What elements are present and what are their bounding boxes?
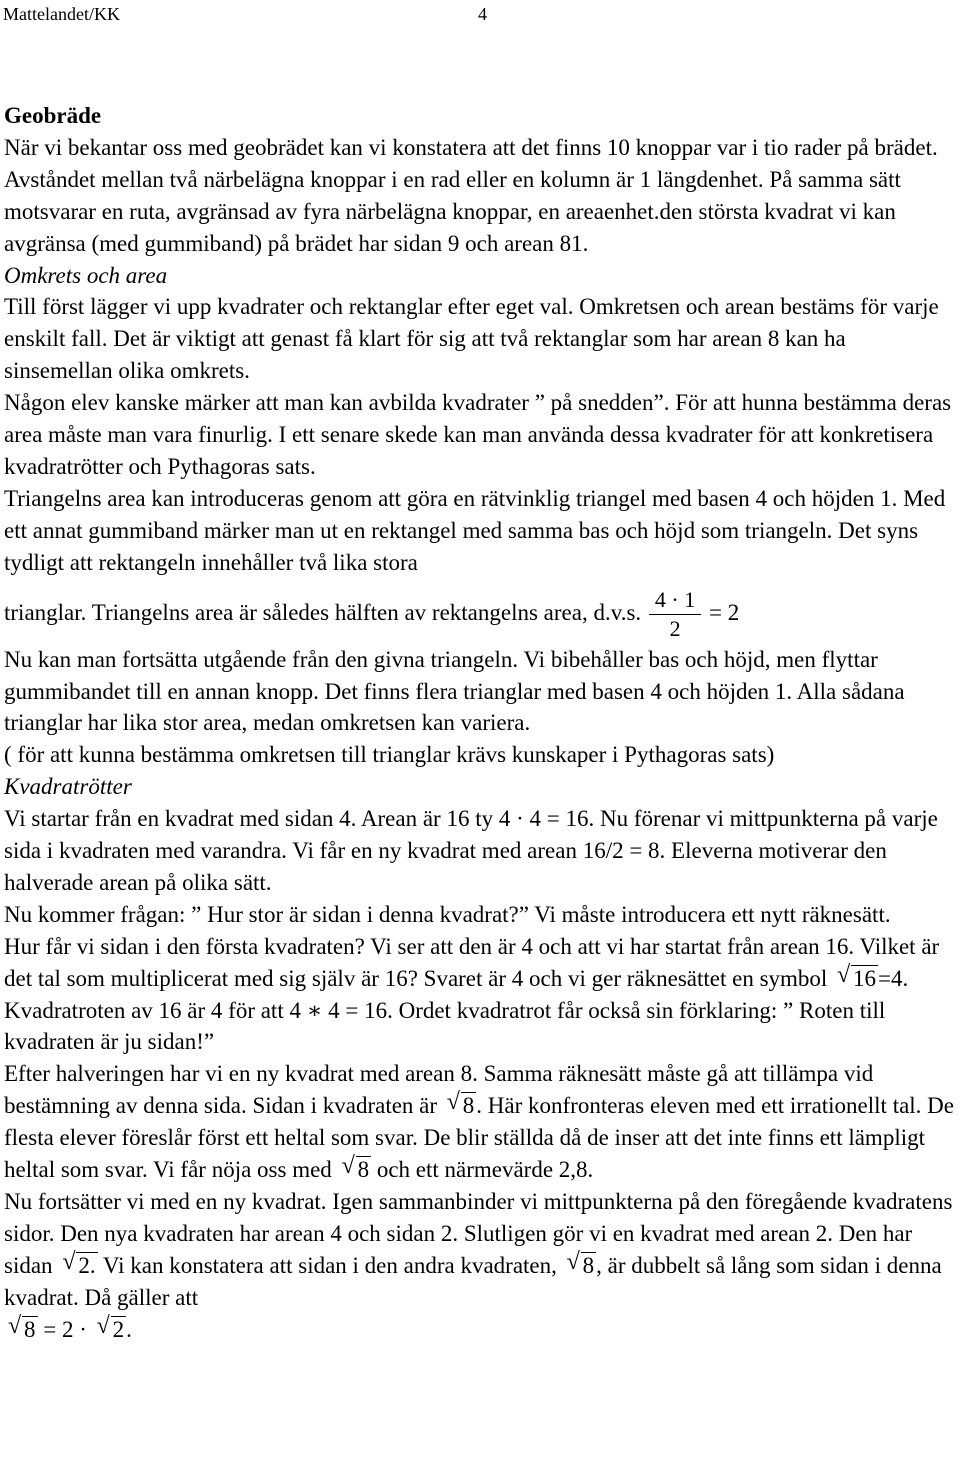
sqrt-8-c: √ 8 [566, 1248, 595, 1278]
sqrt-8: √ 8 [446, 1089, 475, 1119]
heading-kvadratrotter: Kvadratrötter [4, 774, 132, 800]
fraction-triangle-area: $\frac{4 \cdot 1}{2}$ [649, 589, 701, 640]
paragraph-kvadrat-3: Hur får vi sidan i den första kvadraten? Vi ser att den är 4 och att vi har startat från arean 16. Vilket är det tal som multiplicerat med sig själv är 16? Svaret är 4 och vi ger räknesättet en symbol √ 16=4. Kvadratroten av 16 är 4 för att 4 ∗ 4 = 16. Ordet kvadratrot får också sin förklaring: ” Roten till kvadraten är ju sidan!” [4, 933, 940, 1055]
paragraph-geobrade: När vi bekantar oss med geobrädet kan vi konstatera att det finns 10 knoppar var i tio rader på brädet. Avståndet mellan två närbelägna knoppar i en rad eller en kolumn är 1 längdenhet. På samma sätt motsvarar en ruta, avgränsad av fyra närbelägna knoppar, en areaenhet.den största kvadrat vi kan avgränsa (med gummiband) på brädet har sidan 9 och arean 81. [4, 134, 938, 256]
page-number: 4 [478, 4, 487, 24]
sqrt-16: √ 16 [837, 961, 877, 991]
document-body [4, 100, 954, 1346]
paragraph-omkrets-6: ( för att kunna bestämma omkretsen till trianglar krävs kunskaper i Pythagoras sats) [4, 742, 775, 768]
sqrt-8-b: √ 8 [341, 1153, 370, 1183]
paragraph-omkrets-1: Till först lägger vi upp kvadrater och rektanglar efter eget val. Omkretsen och arean bestäms för varje enskilt fall. Det är viktigt att genast få klart för sig att två rektanglar som har arean 8 kan ha sinsemellan olika omkrets. [4, 294, 939, 384]
paragraph-kvadrat-4: Efter halveringen har vi en ny kvadrat med arean 8. Samma räknesätt måste gå att tillämpa vid bestämning av denna sida. Sidan i kvadraten är √ 8. Här konfronteras eleven med ett irrationellt tal. De flesta elever föreslår först ett heltal som svar. De blir ställda då de inser att det inte finns ett lämpligt heltal som svar. Vi får nöja oss med √ 8 och ett närmevärde 2,8. [4, 1058, 954, 1186]
sqrt-2-final: √ 2 [96, 1312, 125, 1342]
heading-geobrade: Geobräde [4, 103, 102, 128]
header-title: Mattelandet/KK [3, 4, 120, 24]
equation-4star4: 4 ∗ 4 = 16 [289, 997, 388, 1023]
sqrt-2: √ 2. [62, 1248, 96, 1278]
equation-4x4: 4 · 4 = 16 [498, 806, 589, 832]
sqrt-8-final: √ 8 [8, 1312, 36, 1342]
paragraph-kvadrat-1: Vi startar från en kvadrat med sidan 4. Arean är 16 ty 4 · 4 = 16. Nu förenar vi mittpunkterna på varje sida i kvadraten med varandra. Vi får en ny kvadrat med arean 16/2 = 8. Eleverna motiverar den halverade arean på olika sätt. [4, 806, 938, 895]
heading-omkrets-och-area: Omkrets och area [4, 262, 168, 288]
paragraph-triangle-area: trianglar. Triangelns area är således hälften av rektangelns area, d.v.s. $\frac{4 \cdot 1}{2}$ = 2 [4, 586, 740, 641]
paragraph-omkrets-5: Nu kan man fortsätta utgående från den givna triangeln. Vi bibehåller bas och höjd, men flyttar gummibandet till en annan knopp. Det finns flera trianglar med basen 4 och höjden 1. Alla sådana trianglar har lika stor area, medan omkretsen kan variera. [4, 646, 905, 736]
page-header [0, 0, 960, 30]
paragraph-omkrets-3: Triangelns area kan introduceras genom att göra en rätvinklig triangel med basen 4 och höjden 1. Med ett annat gummiband märker man ut en rektangel med samma bas och höjd som triangeln. Det syns tydligt att rektangeln innehåller två lika stora [4, 485, 946, 575]
paragraph-kvadrat-5: Nu fortsätter vi med en ny kvadrat. Igen sammanbinder vi mittpunkterna på den föregående kvadratens sidor. Den nya kvadraten har arean 4 och sidan 2. Slutligen gör vi en kvadrat med arean 2. Den har sidan √ 2. Vi kan konstatera att sidan i den andra kvadraten, √ 8, är dubbelt så lång som sidan i denna kvadrat. Då gäller att √ 8 = 2 · √ 2. [4, 1186, 954, 1346]
paragraph-omkrets-2: Någon elev kanske märker att man kan avbilda kvadrater ” på snedden”. För att hunna bestämma deras area måste man vara finurlig. I ett senare skede kan man använda dessa kvadrater för att konkretisera kvadratrötter och Pythagoras sats. [4, 390, 952, 479]
paragraph-kvadrat-2: Nu kommer frågan: ” Hur stor är sidan i denna kvadrat?” Vi måste introducera ett nytt räknesätt. [4, 901, 891, 927]
